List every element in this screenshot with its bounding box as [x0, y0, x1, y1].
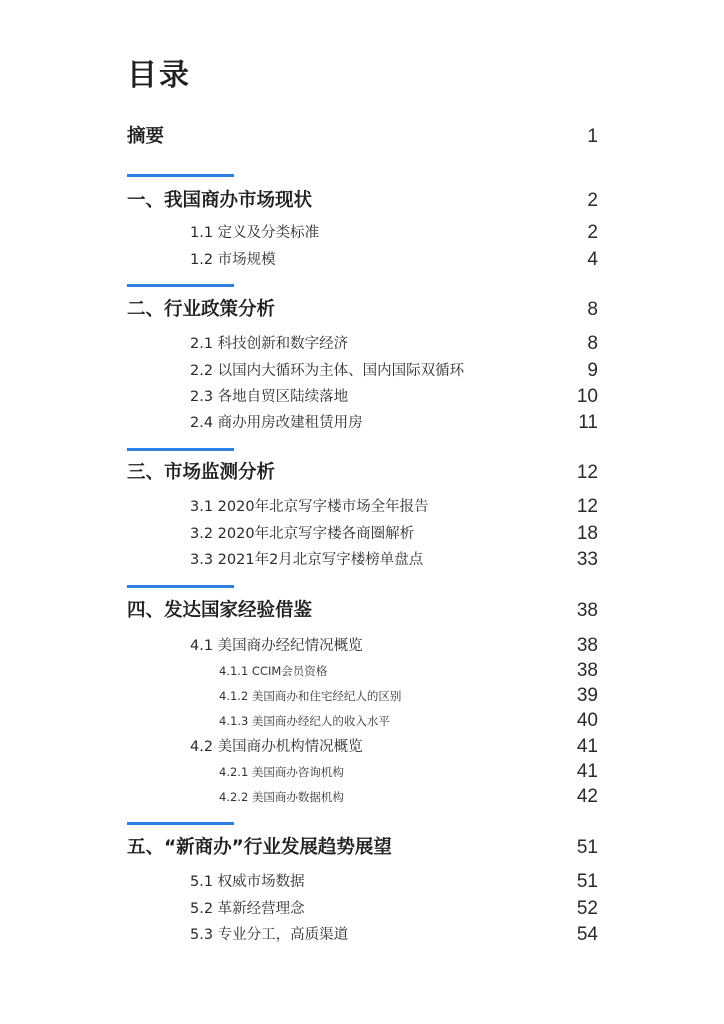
toc-entry-page: 51: [576, 871, 598, 892]
toc-entry-label: 5.2 革新经营理念: [190, 901, 305, 917]
toc-entry-page: 4: [587, 249, 598, 270]
toc-entry-page: 52: [576, 898, 598, 919]
toc-entry-page: 2: [587, 222, 598, 243]
toc-entry-label: 4.2 美国商办机构情况概览: [190, 739, 363, 755]
toc-entry-2-4[interactable]: [0, 408, 724, 438]
toc-entry-page: 12: [576, 496, 598, 517]
toc-entry-label: 2.1 科技创新和数字经济: [190, 336, 349, 352]
page-title: 目录: [127, 58, 191, 93]
toc-entry-label: 五、“新商办”行业发展趋势展望: [127, 837, 392, 858]
toc-entry-page: 2: [587, 190, 598, 211]
toc-entry-label: 2.4 商办用房改建租赁用房: [190, 415, 363, 431]
toc-entry-page: 8: [587, 333, 598, 354]
toc-entry-page: 54: [576, 924, 598, 945]
toc-entry-page: 41: [576, 761, 598, 782]
toc-entry-label: 5.3 专业分工，高质渠道: [190, 927, 349, 943]
toc-entry-abstract[interactable]: [0, 122, 724, 152]
toc-entry-2-1[interactable]: [0, 329, 724, 359]
toc-entry-page: 51: [576, 837, 598, 858]
toc-entry-label: 1.2 市场规模: [190, 252, 276, 268]
toc-entry-section-1[interactable]: [0, 186, 724, 216]
section-divider: [127, 174, 234, 177]
toc-entry-label: 摘要: [127, 126, 165, 147]
toc-entry-page: 11: [578, 412, 598, 433]
toc-entry-label: 2.3 各地自贸区陆续落地: [190, 389, 349, 405]
section-divider: [127, 585, 234, 588]
toc-entry-label: 3.3 2021年2月北京写字楼榜单盘点: [190, 552, 424, 568]
toc-entry-label: 2.2 以国内大循环为主体、国内国际双循环: [190, 363, 465, 379]
toc-entry-5-3[interactable]: [0, 920, 724, 950]
toc-entry-label: 3.2 2020年北京写字楼各商圈解析: [190, 526, 415, 542]
toc-entry-page: 8: [587, 299, 598, 320]
section-divider: [127, 284, 234, 287]
toc-entry-page: 41: [576, 736, 598, 757]
toc-entry-page: 18: [576, 523, 598, 544]
toc-entry-section-5[interactable]: [0, 833, 724, 863]
toc-entry-page: 1: [587, 126, 598, 147]
toc-entry-label: 5.1 权威市场数据: [190, 874, 305, 890]
toc-entry-page: 33: [576, 549, 598, 570]
toc-entry-page: 38: [576, 600, 598, 621]
toc-entry-label: 1.1 定义及分类标准: [190, 225, 320, 241]
toc-entry-label: 二、行业政策分析: [127, 299, 276, 320]
toc-entry-label: 4.2.2 美国商办数据机构: [219, 790, 344, 804]
toc-entry-label: 三、市场监测分析: [127, 462, 276, 483]
toc-entry-page: 40: [576, 710, 598, 731]
toc-entry-label: 3.1 2020年北京写字楼市场全年报告: [190, 499, 429, 515]
toc-entry-5-1[interactable]: [0, 867, 724, 897]
toc-entry-label: 4.1 美国商办经纪情况概览: [190, 638, 363, 654]
toc-entry-page: 38: [576, 660, 598, 681]
section-divider: [127, 448, 234, 451]
section-divider: [127, 822, 234, 825]
toc-entry-label: 四、发达国家经验借鉴: [127, 600, 313, 621]
toc-entry-label: 4.2.1 美国商办咨询机构: [219, 765, 344, 779]
toc-entry-label: 4.1.1 CCIM会员资格: [219, 664, 328, 678]
toc-entry-3-3[interactable]: [0, 545, 724, 575]
toc-entry-section-4[interactable]: [0, 596, 724, 626]
toc-entry-4-2-2[interactable]: [0, 782, 724, 812]
toc-entry-page: 12: [576, 462, 598, 483]
toc-entry-label: 4.1.2 美国商办和住宅经纪人的区别: [219, 689, 402, 703]
toc-entry-page: 38: [576, 635, 598, 656]
toc-entry-page: 39: [576, 685, 598, 706]
toc-entry-page: 9: [587, 360, 598, 381]
toc-entry-label: 一、我国商办市场现状: [127, 190, 313, 211]
toc-entry-3-1[interactable]: [0, 492, 724, 522]
toc-entry-1-1[interactable]: [0, 218, 724, 248]
toc-entry-label: 4.1.3 美国商办经纪人的收入水平: [219, 714, 390, 728]
toc-entry-section-2[interactable]: [0, 295, 724, 325]
toc-entry-page: 42: [576, 786, 598, 807]
toc-entry-section-3[interactable]: [0, 458, 724, 488]
toc-entry-1-2[interactable]: [0, 245, 724, 275]
toc-entry-page: 10: [576, 386, 598, 407]
